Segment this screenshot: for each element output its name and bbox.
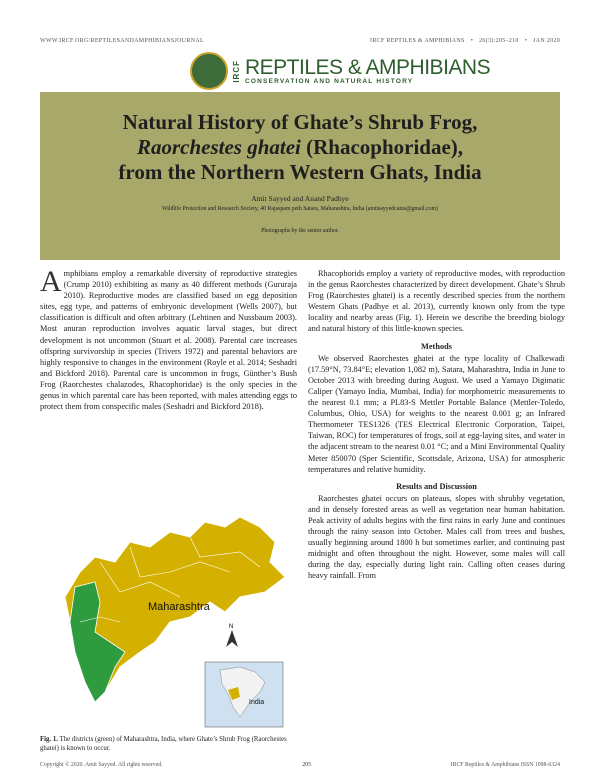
- page-footer: [40, 762, 560, 768]
- methods-paragraph: We observed Raorchestes ghatei at the type locality of Chalkewadi (17.59°N, 73.84°E; elevation 1,082 m), Satara, Maharashtra, India in June to October 2013 with breeding during August. We used a Yamayo Digimatic Caliper (Yamayo India, Mumbai, India) for morphometric measurements to the nearest 0.1 mm; a PL83-S Mettler Portable Balance (Mettler-Toledo, Columbus, Ohio, USA) for weights to the nearest 0.001 g; an Infrared Thermometer TES1326 (TES Electrical Electronic Corporation, Taipei, Taiwan, ROC) for temperatures of frogs, soil at egg-laying sites, and water in the adjacent stream to the nearest 0.01 °C; and a Mini Environmental Quality Meter 850070 (Sper Scientific, Scottsdale, Arizona, USA) for atmospheric temperatures and relative humidity.: [308, 353, 565, 474]
- intro-paragraph: Amphibians employ a remarkable diversity of reproductive strategies (Crump 2010) exhibiting as many as 40 different methods (Gururaja 2010). Reproductive modes are classified based on egg deposition sites, egg type, and patterns of embryonic development (Wells 2007), but classification is difficult and often arbitrary (Lehtinen and Nussbaum 2003). Most anuran reproduction involves aquatic larval stages, but direct development is not uncommon (Stuart et al. 2008). Parental care increases offspring survivorship in species (Trivers 1972) and parental behaviors are highly responsive to changes in the environment (Royle et al. 2014; Seshadri and Bickford 2018). Parental care is uncommon in frogs, Günther’s Bush Frog (Raorchestes chalazodes, Rhacophoridae) is the only species in the genus in which parental care has been reported, with males attending eggs to protect them from conspecific males (Seshadri and Bickford 2018).: [40, 265, 297, 412]
- logo-subtitle: CONSERVATION AND NATURAL HISTORY: [245, 78, 414, 85]
- results-paragraph: Raorchestes ghatei occurs on plateaus, slopes with shrubby vegetation, and in densely forested areas as well as vegetation near human habitation. Peak activity of adults begins with the first rains in early June and continues through the rainy season into October. Males call from trees and bushes, usually beginning around 1800 h but sometimes earlier, and continuing past midnight and often throughout the night. However, some males will call during the day, especially during light rain. Calling often ceases during heavy rainfall. From: [308, 493, 565, 581]
- svg-text:N: N: [229, 624, 234, 630]
- logo-ircf: IRCF: [232, 59, 241, 83]
- maharashtra-map: [40, 502, 297, 732]
- right-column: [308, 268, 565, 582]
- running-header: [40, 38, 560, 44]
- figure-caption: Fig. 1. The districts (green) of Maharashtra, India, where Ghate’s Shrub Frog (Raorchestes ghatei) is known to occur.: [40, 736, 287, 752]
- logo-title: REPTILES & AMPHIBIANS: [245, 56, 491, 79]
- photo-credit: Photographs by the senior author.: [261, 228, 339, 234]
- journal-url[interactable]: WWW.IRCF.ORG/REPTILESANDAMPHIBIANSJOURNAL: [40, 38, 204, 44]
- authors: Amit Sayyed and Anand Padhye: [251, 194, 349, 203]
- title-banner: [40, 92, 560, 260]
- lizard-logo-icon: [190, 52, 228, 90]
- article-title: Natural History of Ghate’s Shrub Frog, Raorchestes ghatei (Rhacophoridae), from the Northern Western Ghats, India: [118, 110, 482, 184]
- results-heading: Results and Discussion: [396, 481, 477, 491]
- map-label: Maharashtra: [148, 601, 210, 613]
- methods-heading: Methods: [421, 341, 452, 351]
- drop-cap: A: [40, 265, 62, 298]
- volume: 26(3):205–210: [479, 38, 519, 44]
- rhacophorid-paragraph: Rhacophorids employ a variety of reproductive modes, with reproduction in the genus Raorchestes characterized by direct development. Ghate’s Shrub Frog (Raorchestes ghatei) is a recently described species from the northern Western Ghats (Padhye et al. 2013), currently known only from the type locality and nearby areas (Fig. 1). Herein we describe the breeding biology and natural history of this little-known species.: [308, 269, 565, 334]
- page-number: 205: [302, 762, 311, 768]
- affiliation: Wildlife Protection and Research Society, 40 Rajaspam peth Satara, Maharashtra, India (amitsayyedcatus@gmail.com): [162, 206, 438, 212]
- north-arrow-icon: [226, 624, 238, 647]
- issue-date: JAN 2020: [533, 38, 560, 44]
- inset-label: India: [249, 699, 265, 706]
- journal-logo: [190, 52, 490, 90]
- journal-info: IRCF REPTILES & AMPHIBIANS • 26(3):205–210 • JAN 2020: [370, 38, 560, 44]
- journal-short: IRCF REPTILES & AMPHIBIANS: [370, 38, 465, 44]
- left-column: [40, 265, 297, 412]
- issn: IRCF Reptiles & Amphibians ISSN 1098-6324: [450, 762, 560, 768]
- wavy-divider: [40, 248, 560, 256]
- copyright: Copyright © 2020. Amit Sayyed. All rights reserved.: [40, 762, 163, 768]
